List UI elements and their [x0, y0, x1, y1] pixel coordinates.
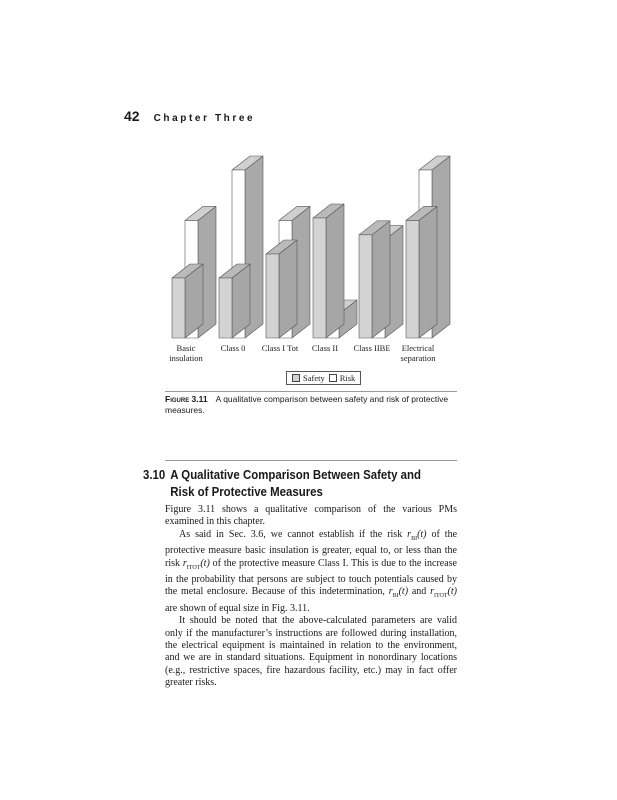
risk-swatch [329, 374, 337, 382]
caption-rule [165, 391, 457, 392]
paragraph-1: Figure 3.11 shows a qualitative comparison of the various PMs examined in this chapter. [165, 504, 457, 528]
legend-risk [329, 373, 356, 383]
section-title-line1: A Qualitative Comparison Between Safety and [170, 467, 421, 482]
bar-safety-electrical-separation [406, 206, 437, 338]
legend-risk-label: Risk [339, 373, 356, 383]
safety-swatch [292, 374, 300, 382]
paragraph-2: As said in Sec. 3.6, we cannot establish if the risk $r_{BI}(t)$ of the protective measure basic insulation is greater, equal to, or less than the risk $r_{ITOT}(t)$ of the protective measure Class I. This is due to the increase in the probability that persons are subject to touch potentials caused by the metal enclosure. Because of this indetermination, $r_{BI}(t)$ and $r_{ITOT}(t)$ are shown of equal size in Fig. 3.11. [165, 528, 458, 614]
bar-safety-class-i-tot [266, 240, 297, 338]
section-heading [143, 466, 433, 500]
section-rule [165, 460, 457, 461]
tick-label-class-0: Class 0 [220, 343, 246, 353]
tick-label-class-iibe: Class IIBE [353, 343, 391, 353]
tick-label-electrical-separation: Electrical separation [400, 343, 436, 363]
body-text [165, 504, 457, 690]
legend-safety-label: Safety [303, 373, 325, 383]
figure-caption [165, 394, 457, 416]
bar-safety-class-ii [313, 204, 344, 338]
bar-safety-class-iibe [359, 221, 390, 338]
tick-label-class-i-tot: Class I Tot [261, 343, 299, 353]
caption-label: Figure 3.11 [165, 394, 208, 404]
page-number: 42 [124, 108, 140, 124]
chart-legend [286, 371, 361, 385]
section-number: 3.10 [143, 467, 166, 482]
caption-text: A qualitative comparison between safety and risk of protective measures. [165, 394, 449, 415]
section-title-line2: Risk of Protective Measures [170, 484, 323, 499]
bar-safety-basic-insulation [172, 264, 203, 338]
tick-label-class-ii: Class II [311, 343, 339, 353]
legend-safety [292, 373, 325, 383]
bar-safety-class-0 [219, 264, 250, 338]
tick-label-basic-insulation: Basic insulation [169, 343, 203, 363]
paragraph-3: It should be noted that the above-calculated parameters are valid only if the manufacturer’s instructions are followed during installation, the electrical equipment is maintained in relation to the environment, and we are in standard situations. Equipment in nonordinary locations (e.g., restrictive spaces, fire hazardous facility, etc.) may in fact offer greater risks. [165, 615, 457, 689]
chapter-title: Chapter Three [153, 113, 256, 124]
